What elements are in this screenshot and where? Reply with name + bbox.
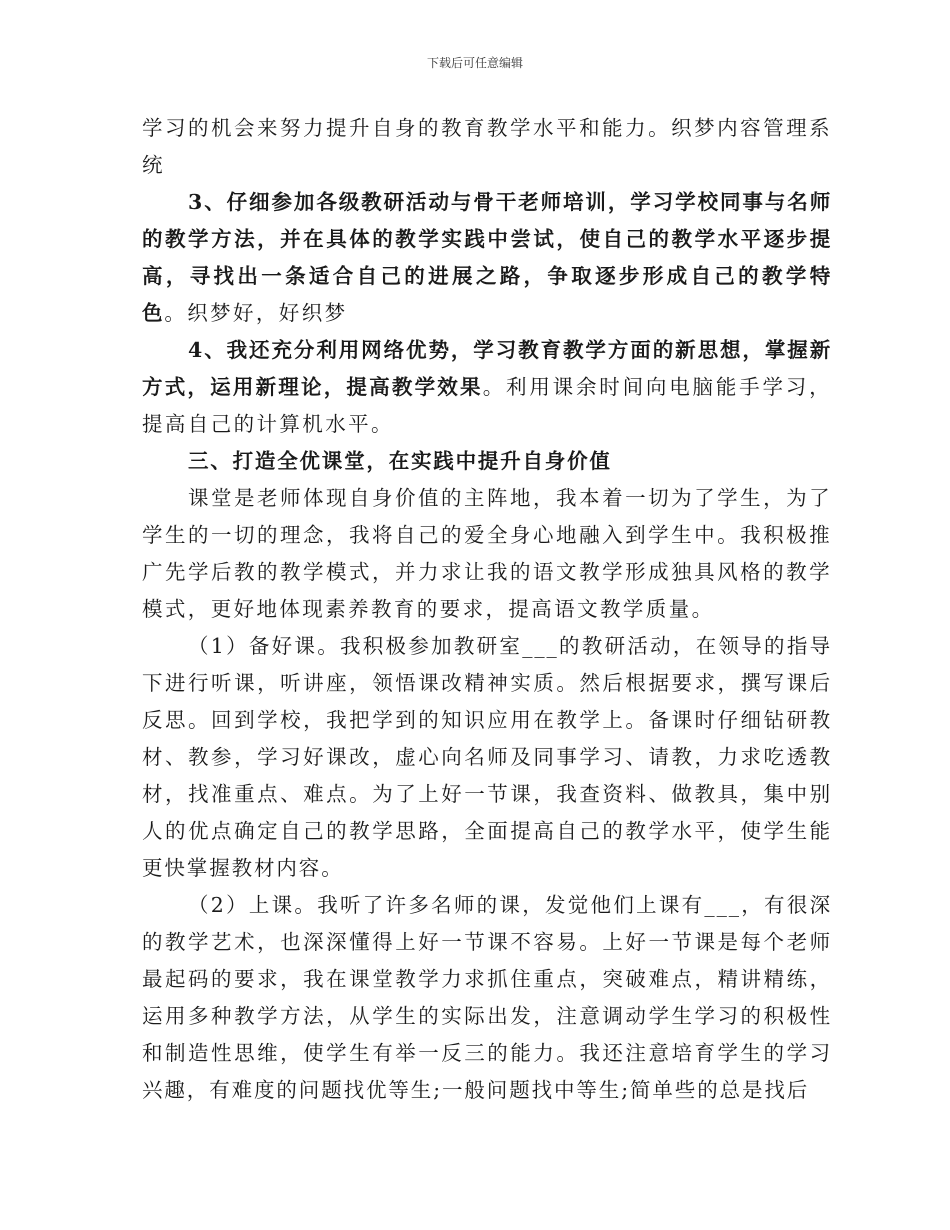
section-heading-text: 三、打造全优课堂，在实践中提升自身价值 bbox=[188, 449, 612, 473]
paragraph-text: 课堂是老师体现自身价值的主阵地，我本着一切为了学生，为了学生的一切的理念，我将自己的爱全身心地融入到学生中。我积极推广先学后教的教学模式，并力求让我的语文教学形成独具风格的教学模式，更好地体现素养教育的要求，提高语文教学质量。 bbox=[142, 486, 832, 621]
document-body bbox=[142, 110, 832, 1109]
paragraph-bold-text: 4、我还充分利用网络优势，学习教育教学方面的新思想，掌握新方式，运用新理论，提高教学效果 bbox=[142, 338, 832, 399]
paragraph-text: （1）备好课。我积极参加教研室___的教研活动，在领导的指导下进行听课，听讲座，领悟课改精神实质。然后根据要求，撰写课后反思。回到学校，我把学到的知识应用在教学上。备课时仔细钻研教材、教参，学习好课改，虚心向名师及同事学习、请教，力求吃透教材，找准重点、难点。为了上好一节课，我查资料、做教具，集中别人的优点确定自己的教学思路，全面提高自己的教学水平，使学生能更快掌握教材内容。 bbox=[142, 634, 832, 880]
paragraph-lesson-prep bbox=[142, 628, 832, 887]
paragraph-text: 。利用课余时间向电脑能手学习，提高自己的计算机水平。 bbox=[142, 375, 833, 436]
page-header: 下载后可任意编辑 bbox=[426, 56, 523, 70]
paragraph-continuation bbox=[142, 110, 832, 184]
paragraph-classroom bbox=[142, 480, 832, 628]
paragraph-teaching bbox=[142, 887, 832, 1109]
paragraph-text: 。织梦好，好织梦 bbox=[164, 301, 348, 325]
section-heading bbox=[142, 443, 832, 480]
paragraph-bold-text: 3、仔细参加各级教研活动与骨干老师培训，学习学校同事与名师的教学方法，并在具体的教学实践中尝试，使自己的教学水平逐步提高，寻找出一条适合自己的进展之路，争取逐步形成自己的教学特色 bbox=[142, 190, 832, 325]
paragraph-item-3 bbox=[142, 184, 832, 332]
paragraph-text: （2）上课。我听了许多名师的课，发觉他们上课有___，有很深的教学艺术，也深深懂得上好一节课不容易。上好一节课是每个老师最起码的要求，我在课堂教学力求抓住重点，突破难点，精讲精练，运用多种教学方法，从学生的实际出发，注意调动学生学习的积极性和制造性思维，使学生有举一反三的能力。我还注意培育学生的学习兴趣，有难度的问题找优等生;一般问题找中等生;简单些的总是找后 bbox=[142, 893, 832, 1102]
paragraph-text: 学习的机会来努力提升自身的教育教学水平和能力。织梦内容管理系统 bbox=[142, 116, 832, 177]
paragraph-item-4 bbox=[142, 332, 832, 443]
